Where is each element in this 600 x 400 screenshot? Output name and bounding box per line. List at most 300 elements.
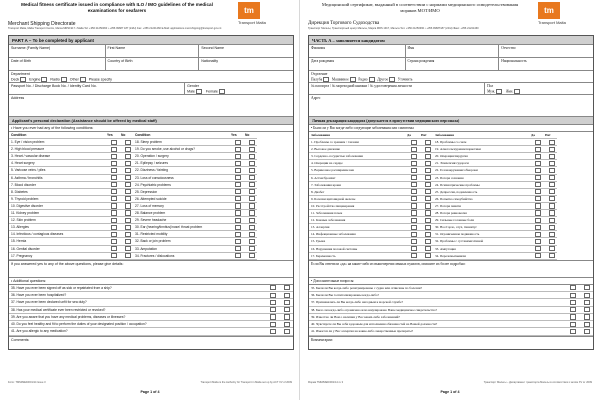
condition-no-checkbox[interactable]: [125, 189, 131, 194]
first-name-field[interactable]: First Name: [106, 45, 200, 57]
condition-no-checkbox[interactable]: [249, 161, 255, 166]
condition-yes-checkbox[interactable]: [411, 175, 417, 180]
deck-checkbox[interactable]: [20, 77, 26, 82]
condition-no-checkbox[interactable]: [425, 232, 431, 237]
condition-yes-checkbox[interactable]: [111, 175, 117, 180]
condition-check-cell: [405, 210, 419, 217]
question-yes-checkbox[interactable]: [270, 329, 276, 334]
condition-no-checkbox[interactable]: [549, 218, 555, 223]
condition-check-cell: [543, 160, 557, 167]
condition-check-cell: [229, 231, 243, 238]
deck-label: Deck: [11, 77, 20, 82]
condition-yes-checkbox[interactable]: [411, 232, 417, 237]
condition-check-cell: [119, 231, 133, 238]
condition-no-checkbox[interactable]: [249, 203, 255, 208]
question-yes-checkbox[interactable]: [270, 314, 276, 319]
condition-yes-checkbox[interactable]: [235, 225, 241, 230]
question-no-checkbox[interactable]: [584, 300, 590, 305]
condition-yes-checkbox[interactable]: [535, 140, 541, 145]
condition-no-checkbox[interactable]: [549, 196, 555, 201]
condition-check-cell: [543, 196, 557, 203]
condition-no-checkbox[interactable]: [249, 168, 255, 173]
question-yes-checkbox[interactable]: [270, 300, 276, 305]
condition-yes-checkbox[interactable]: [111, 210, 117, 215]
condition-item: 14. Infectious / contagious diseases: [9, 231, 105, 238]
date-of-birth-field[interactable]: Date of Birth: [9, 58, 106, 70]
condition-no-checkbox[interactable]: [549, 147, 555, 152]
condition-check-cell: [105, 189, 119, 196]
second-name-field[interactable]: Second Name: [201, 46, 225, 50]
condition-item: 22. Dizziness / fainting: [133, 167, 229, 174]
condition-yes-checkbox[interactable]: [235, 196, 241, 201]
condition-yes-checkbox[interactable]: [411, 203, 417, 208]
condition-check-cell: [543, 217, 557, 224]
condition-yes-checkbox[interactable]: [111, 161, 117, 166]
condition-yes-checkbox[interactable]: [411, 147, 417, 152]
deck-checkbox[interactable]: [323, 77, 329, 82]
condition-check-cell: [105, 196, 119, 203]
condition-yes-checkbox[interactable]: [235, 147, 241, 152]
page-number: Page 1 of 4: [140, 390, 160, 394]
nationality-field[interactable]: Национальность: [501, 59, 527, 63]
nationality-field[interactable]: Nationality: [201, 59, 219, 63]
condition-no-checkbox[interactable]: [549, 161, 555, 166]
condition-check-cell: [243, 231, 257, 238]
condition-no-checkbox[interactable]: [549, 232, 555, 237]
country-of-birth-field[interactable]: Country of Birth: [106, 58, 200, 70]
condition-no-checkbox[interactable]: [549, 189, 555, 194]
condition-yes-checkbox[interactable]: [535, 203, 541, 208]
condition-yes-checkbox[interactable]: [111, 168, 117, 173]
question-no-checkbox[interactable]: [584, 314, 590, 319]
condition-column-header: No: [243, 132, 257, 139]
condition-no-checkbox[interactable]: [549, 225, 555, 230]
question-yes-checkbox[interactable]: [570, 329, 576, 334]
condition-check-cell: [243, 196, 257, 203]
question-yes-checkbox[interactable]: [270, 307, 276, 312]
condition-no-checkbox[interactable]: [125, 239, 131, 244]
condition-yes-checkbox[interactable]: [235, 161, 241, 166]
condition-yes-checkbox[interactable]: [111, 196, 117, 201]
condition-yes-checkbox[interactable]: [111, 140, 117, 145]
additional-questions-list: [9, 285, 293, 336]
condition-yes-checkbox[interactable]: [235, 140, 241, 145]
question-text: 39. Известно ли Вам о наличии у Вас каких-либо заболеваний?: [311, 314, 400, 319]
question-row: [309, 328, 593, 335]
question-row: [9, 299, 293, 306]
condition-item: 15. Грыжа: [309, 238, 405, 245]
question-text: 40. Чувствуете ли Вы себя здоровым для исполнения обязанностей на Вашей должности?: [311, 322, 438, 327]
additional-questions-list: [309, 285, 593, 336]
condition-no-checkbox[interactable]: [549, 154, 555, 159]
condition-yes-checkbox[interactable]: [411, 246, 417, 251]
condition-check-cell: [119, 160, 133, 167]
radio-checkbox[interactable]: [61, 77, 67, 82]
question-no-checkbox[interactable]: [284, 293, 290, 298]
surname-field[interactable]: Фамилия: [309, 45, 406, 57]
form-number: Форма TMM/MED/001/14 ru 3: [308, 381, 344, 384]
condition-no-checkbox[interactable]: [425, 239, 431, 244]
question-answer-cell: [579, 285, 593, 291]
condition-item: 5. Varicose veins / piles: [9, 167, 105, 174]
question-yes-checkbox[interactable]: [270, 293, 276, 298]
condition-yes-checkbox[interactable]: [411, 210, 417, 215]
condition-no-checkbox[interactable]: [125, 253, 131, 258]
question-text: 37. Have you ever been declared unfit for sea duty?: [11, 300, 87, 305]
condition-yes-checkbox[interactable]: [411, 154, 417, 159]
condition-item: 33. Amputation: [133, 246, 229, 253]
condition-check-cell: [243, 167, 257, 174]
condition-item: 34. Переломы/вывихи: [433, 253, 529, 260]
address-field[interactable]: Address: [11, 96, 25, 100]
question-no-checkbox[interactable]: [584, 285, 590, 290]
radio-label: Радио: [358, 77, 368, 82]
question-yes-checkbox[interactable]: [570, 300, 576, 305]
question-answer-cell: [579, 314, 593, 320]
condition-check-cell: [529, 175, 543, 182]
condition-no-checkbox[interactable]: [425, 253, 431, 258]
condition-yes-checkbox[interactable]: [411, 182, 417, 187]
condition-no-checkbox[interactable]: [249, 210, 255, 215]
condition-no-checkbox[interactable]: [125, 175, 131, 180]
condition-check-cell: [105, 203, 119, 210]
condition-yes-checkbox[interactable]: [535, 154, 541, 159]
condition-no-checkbox[interactable]: [425, 246, 431, 251]
condition-no-checkbox[interactable]: [125, 154, 131, 159]
department-field: [9, 71, 293, 82]
condition-no-checkbox[interactable]: [125, 203, 131, 208]
condition-no-checkbox[interactable]: [125, 147, 131, 152]
condition-no-checkbox[interactable]: [249, 253, 255, 258]
question-no-checkbox[interactable]: [284, 329, 290, 334]
condition-no-checkbox[interactable]: [249, 175, 255, 180]
condition-check-cell: [405, 139, 419, 146]
condition-check-cell: [419, 196, 433, 203]
second-name-field[interactable]: Отчество: [501, 46, 516, 50]
condition-no-checkbox[interactable]: [249, 225, 255, 230]
condition-check-cell: [543, 238, 557, 245]
tm-logo-icon: tm: [238, 2, 260, 19]
condition-check-cell: [529, 238, 543, 245]
condition-yes-checkbox[interactable]: [111, 232, 117, 237]
engine-checkbox[interactable]: [41, 77, 47, 82]
question-no-checkbox[interactable]: [284, 285, 290, 290]
condition-check-cell: [405, 196, 419, 203]
condition-yes-checkbox[interactable]: [111, 225, 117, 230]
condition-no-checkbox[interactable]: [425, 189, 431, 194]
question-yes-checkbox[interactable]: [570, 285, 576, 290]
female-label: Female: [205, 89, 218, 94]
condition-check-cell: [419, 224, 433, 231]
conditions-table: [309, 132, 557, 260]
additional-questions-text: Дополнительные вопросы:: [313, 278, 355, 283]
question-text: 40. Do you feel healthy and fit to perform the duties of your designated position / occupation?: [11, 322, 147, 327]
yes-details-field[interactable]: If you answered yes to any of the above questions, please give details:: [11, 261, 124, 266]
radio-label: Radio: [50, 77, 60, 82]
condition-yes-checkbox[interactable]: [411, 196, 417, 201]
condition-yes-checkbox[interactable]: [235, 182, 241, 187]
condition-no-checkbox[interactable]: [249, 147, 255, 152]
condition-yes-checkbox[interactable]: [535, 210, 541, 215]
condition-yes-checkbox[interactable]: [535, 232, 541, 237]
condition-yes-checkbox[interactable]: [535, 189, 541, 194]
question-no-checkbox[interactable]: [584, 322, 590, 327]
condition-no-checkbox[interactable]: [425, 154, 431, 159]
condition-yes-checkbox[interactable]: [111, 154, 117, 159]
condition-no-checkbox[interactable]: [125, 225, 131, 230]
condition-no-checkbox[interactable]: [125, 140, 131, 145]
condition-yes-checkbox[interactable]: [235, 168, 241, 173]
question-row: [9, 328, 293, 335]
condition-no-checkbox[interactable]: [125, 210, 131, 215]
condition-check-cell: [243, 217, 257, 224]
condition-no-checkbox[interactable]: [425, 182, 431, 187]
condition-check-cell: [543, 146, 557, 153]
condition-yes-checkbox[interactable]: [111, 218, 117, 223]
condition-check-cell: [119, 224, 133, 231]
condition-check-cell: [119, 189, 133, 196]
male-label: Муж.: [487, 89, 496, 94]
condition-no-checkbox[interactable]: [125, 232, 131, 237]
condition-no-checkbox[interactable]: [549, 175, 555, 180]
authority-note: Transport Malta is the Authority for Transport in Malta set up by ACT XV of 2009: [200, 381, 292, 384]
condition-no-checkbox[interactable]: [425, 161, 431, 166]
condition-no-checkbox[interactable]: [425, 218, 431, 223]
female-label: Жен.: [505, 89, 514, 94]
condition-yes-checkbox[interactable]: [535, 147, 541, 152]
condition-no-checkbox[interactable]: [249, 140, 255, 145]
condition-item: 30. Нос/горло, слух, тиннитус: [433, 224, 529, 231]
female-checkbox[interactable]: [219, 89, 225, 94]
condition-check-cell: [243, 139, 257, 146]
condition-check-cell: [405, 175, 419, 182]
condition-no-checkbox[interactable]: [125, 161, 131, 166]
condition-no-checkbox[interactable]: [425, 147, 431, 152]
please-specify-label: Please specify: [88, 77, 112, 82]
condition-check-cell: [529, 231, 543, 238]
other-label: Другое: [377, 77, 389, 82]
question-text: 41. Are you allergic to any medication?: [11, 329, 68, 334]
condition-no-checkbox[interactable]: [549, 210, 555, 215]
condition-item: 31. Restricted mobility: [133, 231, 229, 238]
condition-yes-checkbox[interactable]: [235, 253, 241, 258]
condition-no-checkbox[interactable]: [249, 154, 255, 159]
condition-check-cell: [119, 253, 133, 260]
condition-check-cell: [229, 246, 243, 253]
passport-number-field[interactable]: Passport No. / Discharge Book No. / Identity Card No.: [9, 83, 185, 94]
condition-no-checkbox[interactable]: [549, 182, 555, 187]
condition-yes-checkbox[interactable]: [235, 189, 241, 194]
condition-yes-checkbox[interactable]: [111, 203, 117, 208]
condition-yes-checkbox[interactable]: [535, 168, 541, 173]
comments-field[interactable]: Comments:: [11, 337, 30, 342]
condition-check-cell: [405, 238, 419, 245]
question-answer-cell: [279, 314, 293, 320]
condition-yes-checkbox[interactable]: [235, 175, 241, 180]
condition-yes-checkbox[interactable]: [535, 161, 541, 166]
condition-check-cell: [119, 139, 133, 146]
part-a-form: [308, 35, 594, 350]
condition-no-checkbox[interactable]: [425, 175, 431, 180]
condition-item: 28. Потеря равновесия: [433, 210, 529, 217]
condition-no-checkbox[interactable]: [549, 203, 555, 208]
condition-check-cell: [119, 153, 133, 160]
yes-details-field[interactable]: Если Вы ответили «да» на какие-либо из вышеперечисленных пунктов, опишите их более подробно:: [311, 261, 466, 266]
condition-check-cell: [405, 189, 419, 196]
condition-no-checkbox[interactable]: [249, 218, 255, 223]
condition-yes-checkbox[interactable]: [111, 189, 117, 194]
question-answer-cell: [279, 321, 293, 327]
condition-yes-checkbox[interactable]: [235, 232, 241, 237]
form-title: Медицинский сертификат, выданный в соответствии с нормами медицинского освидетельствования моряков МОТ/ИМО: [321, 2, 519, 13]
question-no-checkbox[interactable]: [284, 300, 290, 305]
condition-yes-checkbox[interactable]: [535, 196, 541, 201]
condition-yes-checkbox[interactable]: [411, 161, 417, 166]
question-no-checkbox[interactable]: [284, 307, 290, 312]
condition-yes-checkbox[interactable]: [235, 203, 241, 208]
question-text: 38. Было ли когда-либо ограничено или аннулировано Ваше медицинское свидетельство?: [311, 307, 438, 312]
first-name-field[interactable]: Имя: [406, 45, 500, 57]
question-row: [309, 314, 593, 321]
condition-item: 2. High blood pressure: [9, 146, 105, 153]
question-no-checkbox[interactable]: [584, 329, 590, 334]
question-yes-checkbox[interactable]: [270, 285, 276, 290]
other-checkbox[interactable]: [80, 77, 86, 82]
engine-label: Engine: [29, 77, 41, 82]
female-checkbox[interactable]: [514, 89, 520, 94]
question-no-checkbox[interactable]: [284, 314, 290, 319]
condition-no-checkbox[interactable]: [425, 196, 431, 201]
condition-item: 19. Алкоголь/курение/наркотики: [433, 146, 529, 153]
condition-yes-checkbox[interactable]: [535, 246, 541, 251]
condition-yes-checkbox[interactable]: [411, 168, 417, 173]
condition-no-checkbox[interactable]: [249, 232, 255, 237]
country-of-birth-field[interactable]: Страна рождения: [406, 58, 500, 70]
question-no-checkbox[interactable]: [584, 293, 590, 298]
condition-check-cell: [405, 167, 419, 174]
condition-no-checkbox[interactable]: [125, 246, 131, 251]
condition-no-checkbox[interactable]: [125, 168, 131, 173]
question-no-checkbox[interactable]: [284, 322, 290, 327]
condition-yes-checkbox[interactable]: [235, 154, 241, 159]
condition-check-cell: [419, 175, 433, 182]
question-answer-cell: [565, 292, 579, 298]
condition-no-checkbox[interactable]: [425, 168, 431, 173]
condition-no-checkbox[interactable]: [125, 182, 131, 187]
condition-yes-checkbox[interactable]: [111, 239, 117, 244]
condition-yes-checkbox[interactable]: [411, 225, 417, 230]
condition-check-cell: [229, 203, 243, 210]
other-checkbox[interactable]: [389, 77, 395, 82]
date-of-birth-field[interactable]: Дата рождения: [309, 58, 406, 70]
condition-item: 22. Головокружение/обмороки: [433, 167, 529, 174]
part-a-heading: ЧАСТЬ А – заполняется кандидатом: [309, 36, 593, 44]
condition-no-checkbox[interactable]: [249, 182, 255, 187]
question-yes-checkbox[interactable]: [570, 314, 576, 319]
condition-yes-checkbox[interactable]: [235, 218, 241, 223]
question-yes-checkbox[interactable]: [570, 293, 576, 298]
condition-yes-checkbox[interactable]: [111, 253, 117, 258]
condition-yes-checkbox[interactable]: [535, 239, 541, 244]
condition-yes-checkbox[interactable]: [411, 140, 417, 145]
question-yes-checkbox[interactable]: [570, 322, 576, 327]
condition-yes-checkbox[interactable]: [111, 182, 117, 187]
condition-item: 17. Pregnancy: [9, 253, 105, 260]
condition-no-checkbox[interactable]: [249, 239, 255, 244]
condition-item: 31. Ограниченная подвижность: [433, 231, 529, 238]
condition-no-checkbox[interactable]: [549, 239, 555, 244]
condition-no-checkbox[interactable]: [425, 203, 431, 208]
condition-yes-checkbox[interactable]: [111, 246, 117, 251]
condition-check-cell: [229, 238, 243, 245]
condition-yes-checkbox[interactable]: [535, 182, 541, 187]
surname-field[interactable]: Surname (Family Name): [9, 45, 106, 57]
condition-yes-checkbox[interactable]: [535, 225, 541, 230]
condition-no-checkbox[interactable]: [249, 189, 255, 194]
male-checkbox[interactable]: [196, 89, 202, 94]
condition-yes-checkbox[interactable]: [235, 210, 241, 215]
condition-item: 32. Back or join problem: [133, 238, 229, 245]
condition-no-checkbox[interactable]: [549, 246, 555, 251]
condition-yes-checkbox[interactable]: [411, 189, 417, 194]
question-answer-cell: [565, 328, 579, 334]
condition-no-checkbox[interactable]: [549, 253, 555, 258]
engine-checkbox[interactable]: [350, 77, 356, 82]
condition-check-cell: [119, 246, 133, 253]
condition-yes-checkbox[interactable]: [535, 218, 541, 223]
condition-yes-checkbox[interactable]: [411, 239, 417, 244]
passport-number-field[interactable]: № паспорта / № мореходной книжки / № удостоверения личности: [309, 83, 485, 94]
condition-no-checkbox[interactable]: [125, 196, 131, 201]
condition-no-checkbox[interactable]: [249, 246, 255, 251]
condition-check-cell: [243, 175, 257, 182]
question-yes-checkbox[interactable]: [570, 307, 576, 312]
condition-item: 30. Ear (hearing/tinnitus)/nose/ throat problem: [133, 224, 229, 231]
condition-check-cell: [105, 238, 119, 245]
other-label: Other: [69, 77, 79, 82]
condition-yes-checkbox[interactable]: [111, 147, 117, 152]
condition-yes-checkbox[interactable]: [411, 218, 417, 223]
comments-field[interactable]: Комментарии:: [311, 337, 333, 342]
question-no-checkbox[interactable]: [584, 307, 590, 312]
address-field[interactable]: Адрес: [311, 96, 321, 100]
radio-checkbox[interactable]: [369, 77, 375, 82]
condition-check-cell: [529, 160, 543, 167]
condition-yes-checkbox[interactable]: [535, 175, 541, 180]
condition-yes-checkbox[interactable]: [411, 253, 417, 258]
condition-yes-checkbox[interactable]: [235, 246, 241, 251]
condition-check-cell: [229, 189, 243, 196]
condition-no-checkbox[interactable]: [549, 168, 555, 173]
department-label: Отделение: [311, 72, 328, 76]
male-checkbox[interactable]: [496, 89, 502, 94]
condition-yes-checkbox[interactable]: [235, 239, 241, 244]
condition-no-checkbox[interactable]: [425, 140, 431, 145]
condition-no-checkbox[interactable]: [425, 225, 431, 230]
condition-no-checkbox[interactable]: [549, 140, 555, 145]
condition-no-checkbox[interactable]: [125, 218, 131, 223]
condition-yes-checkbox[interactable]: [535, 253, 541, 258]
question-yes-checkbox[interactable]: [270, 322, 276, 327]
condition-check-cell: [419, 203, 433, 210]
condition-column-header: Заболевания: [309, 132, 405, 139]
condition-item: 8. Диабет: [309, 189, 405, 196]
condition-no-checkbox[interactable]: [249, 196, 255, 201]
condition-item: 7. Заболевания крови: [309, 182, 405, 189]
condition-column-header: Condition: [133, 132, 229, 139]
conditions-question-text: Have you ever had any of the following conditions:: [13, 126, 94, 130]
condition-no-checkbox[interactable]: [425, 210, 431, 215]
